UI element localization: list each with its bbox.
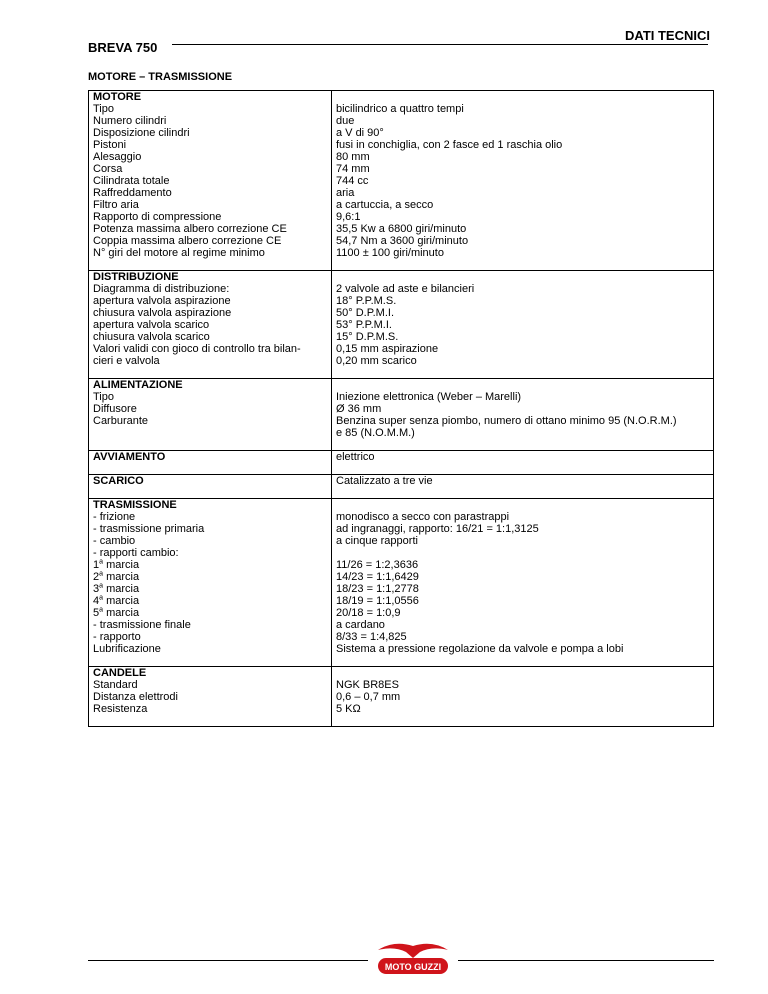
spec-label: Disposizione cilindri: [89, 127, 332, 139]
moto-guzzi-logo: [374, 936, 452, 986]
group-header-row: [89, 91, 714, 104]
model-name: BREVA 750: [88, 40, 158, 55]
spec-row: [89, 523, 714, 535]
group-header-row: [89, 451, 714, 464]
group-spacer: [89, 715, 714, 727]
spec-row: [89, 679, 714, 691]
spec-row: [89, 619, 714, 631]
spec-value: Ø 36 mm: [332, 403, 714, 415]
group-title: CANDELE: [89, 667, 332, 680]
spec-row: [89, 163, 714, 175]
spec-label: - rapporto: [89, 631, 332, 643]
spec-label: Tipo: [89, 103, 332, 115]
spec-value: a V di 90°: [332, 127, 714, 139]
spec-row: [89, 127, 714, 139]
spec-row: [89, 427, 714, 439]
group-value-empty: [332, 379, 714, 392]
spec-label: Alesaggio: [89, 151, 332, 163]
group-spacer: [89, 463, 714, 475]
spec-row: [89, 631, 714, 643]
group-header-row: [89, 379, 714, 392]
spec-label: cieri e valvola: [89, 355, 332, 367]
spec-row: [89, 583, 714, 595]
spec-label: Pistoni: [89, 139, 332, 151]
footer-rule-left: [88, 960, 368, 961]
spec-row: [89, 415, 714, 427]
spec-row: [89, 703, 714, 715]
header-rule: [172, 44, 708, 45]
group-spacer: [89, 487, 714, 499]
spec-label: Corsa: [89, 163, 332, 175]
spec-value: a cardano: [332, 619, 714, 631]
group-inline-value: elettrico: [332, 451, 714, 464]
spec-value: fusi in conchiglia, con 2 fasce ed 1 raschia olio: [332, 139, 714, 151]
spec-value: 8/33 = 1:4,825: [332, 631, 714, 643]
spec-value: monodisco a secco con parastrappi: [332, 511, 714, 523]
spec-label: - trasmissione finale: [89, 619, 332, 631]
spec-label: apertura valvola scarico: [89, 319, 332, 331]
spec-row: [89, 223, 714, 235]
spec-label: 1$^a$ marcia: [89, 559, 332, 571]
group-header-row: [89, 667, 714, 680]
spec-label: Carburante: [89, 415, 332, 427]
spec-label: Resistenza: [89, 703, 332, 715]
spec-row: [89, 247, 714, 259]
spec-row: [89, 139, 714, 151]
spec-label: Coppia massima albero correzione CE: [89, 235, 332, 247]
group-value-empty: [332, 667, 714, 680]
spec-row: [89, 355, 714, 367]
spec-value: 53° P.P.M.I.: [332, 319, 714, 331]
spec-value: 11/26 = 1:2,3636: [332, 559, 714, 571]
spec-label: Raffreddamento: [89, 187, 332, 199]
spec-value: Benzina super senza piombo, numero di ottano minimo 95 (N.O.R.M.): [332, 415, 714, 427]
logo-text: MOTO GUZZI: [384, 962, 442, 972]
spec-value: 50° D.P.M.I.: [332, 307, 714, 319]
spec-row: [89, 235, 714, 247]
spec-label: Valori validi con gioco di controllo tra bilan-: [89, 343, 332, 355]
spec-row: [89, 391, 714, 403]
spec-value: 18/19 = 1:1,0556: [332, 595, 714, 607]
group-title: SCARICO: [89, 475, 332, 488]
spec-value: 5 KΩ: [332, 703, 714, 715]
spec-value: 80 mm: [332, 151, 714, 163]
spec-row: [89, 331, 714, 343]
spec-value: [332, 547, 714, 559]
spec-label: Numero cilindri: [89, 115, 332, 127]
spec-value: Sistema a pressione regolazione da valvole e pompa a lobi: [332, 643, 714, 655]
spec-value: Iniezione elettronica (Weber – Marelli): [332, 391, 714, 403]
spec-value: 2 valvole ad aste e bilancieri: [332, 283, 714, 295]
spec-label: Diffusore: [89, 403, 332, 415]
spec-label: Potenza massima albero correzione CE: [89, 223, 332, 235]
spec-row: [89, 283, 714, 295]
spec-row: [89, 547, 714, 559]
group-title: TRASMISSIONE: [89, 499, 332, 512]
group-value-empty: [332, 91, 714, 104]
spec-label: Rapporto di compressione: [89, 211, 332, 223]
spec-value: due: [332, 115, 714, 127]
spec-row: [89, 307, 714, 319]
spec-label: Distanza elettrodi: [89, 691, 332, 703]
spec-value: 0,15 mm aspirazione: [332, 343, 714, 355]
spec-table: [88, 90, 714, 727]
spec-label: Diagramma di distribuzione:: [89, 283, 332, 295]
spec-row: [89, 187, 714, 199]
spec-label: Filtro aria: [89, 199, 332, 211]
spec-label: Tipo: [89, 391, 332, 403]
spec-row: [89, 211, 714, 223]
spec-row: [89, 643, 714, 655]
spec-row: [89, 115, 714, 127]
spec-label: 4$^a$ marcia: [89, 595, 332, 607]
spec-label: 3$^a$ marcia: [89, 583, 332, 595]
spec-value: 0,6 – 0,7 mm: [332, 691, 714, 703]
footer-rule-right: [458, 960, 714, 961]
group-title: DISTRIBUZIONE: [89, 271, 332, 284]
spec-label: chiusura valvola aspirazione: [89, 307, 332, 319]
spec-row: [89, 103, 714, 115]
group-spacer: [89, 367, 714, 379]
spec-row: [89, 319, 714, 331]
spec-value: 14/23 = 1:1,6429: [332, 571, 714, 583]
spec-label: - trasmissione primaria: [89, 523, 332, 535]
spec-value: 74 mm: [332, 163, 714, 175]
spec-label: N° giri del motore al regime minimo: [89, 247, 332, 259]
spec-row: [89, 691, 714, 703]
spec-row: [89, 403, 714, 415]
group-header-row: [89, 499, 714, 512]
spec-row: [89, 151, 714, 163]
spec-value: bicilindrico a quattro tempi: [332, 103, 714, 115]
spec-label: chiusura valvola scarico: [89, 331, 332, 343]
spec-label: [89, 427, 332, 439]
group-title: MOTORE: [89, 91, 332, 104]
spec-label: apertura valvola aspirazione: [89, 295, 332, 307]
spec-row: [89, 511, 714, 523]
section-title: DATI TECNICI: [625, 28, 710, 43]
spec-value: 18/23 = 1:1,2778: [332, 583, 714, 595]
spec-row: [89, 295, 714, 307]
spec-value: aria: [332, 187, 714, 199]
spec-value: e 85 (N.O.M.M.): [332, 427, 714, 439]
group-inline-value: Catalizzato a tre vie: [332, 475, 714, 488]
group-title: AVVIAMENTO: [89, 451, 332, 464]
spec-label: 2$^a$ marcia: [89, 571, 332, 583]
spec-label: - cambio: [89, 535, 332, 547]
spec-label: Cilindrata totale: [89, 175, 332, 187]
spec-value: 15° D.P.M.S.: [332, 331, 714, 343]
group-header-row: [89, 271, 714, 284]
group-title: ALIMENTAZIONE: [89, 379, 332, 392]
spec-row: [89, 595, 714, 607]
spec-label: Lubrificazione: [89, 643, 332, 655]
spec-value: NGK BR8ES: [332, 679, 714, 691]
spec-value: 0,20 mm scarico: [332, 355, 714, 367]
spec-row: [89, 571, 714, 583]
spec-value: 35,5 Kw a 6800 giri/minuto: [332, 223, 714, 235]
spec-label: - rapporti cambio:: [89, 547, 332, 559]
group-spacer: [89, 439, 714, 451]
group-spacer: [89, 655, 714, 667]
spec-row: [89, 559, 714, 571]
group-value-empty: [332, 271, 714, 284]
spec-value: a cartuccia, a secco: [332, 199, 714, 211]
spec-value: 54,7 Nm a 3600 giri/minuto: [332, 235, 714, 247]
spec-row: [89, 343, 714, 355]
spec-row: [89, 175, 714, 187]
spec-label: Standard: [89, 679, 332, 691]
group-spacer: [89, 259, 714, 271]
spec-value: ad ingranaggi, rapporto: 16/21 = 1:1,3125: [332, 523, 714, 535]
spec-value: 18° P.P.M.S.: [332, 295, 714, 307]
spec-row: [89, 535, 714, 547]
spec-value: 20/18 = 1:0,9: [332, 607, 714, 619]
spec-value: 744 cc: [332, 175, 714, 187]
spec-row: [89, 199, 714, 211]
spec-label: 5$^a$ marcia: [89, 607, 332, 619]
spec-value: a cinque rapporti: [332, 535, 714, 547]
spec-value: 9,6:1: [332, 211, 714, 223]
page-subtitle: MOTORE – TRASMISSIONE: [88, 71, 233, 83]
spec-row: [89, 607, 714, 619]
spec-label: - frizione: [89, 511, 332, 523]
group-header-row: [89, 475, 714, 488]
spec-value: 1100 ± 100 giri/minuto: [332, 247, 714, 259]
group-value-empty: [332, 499, 714, 512]
